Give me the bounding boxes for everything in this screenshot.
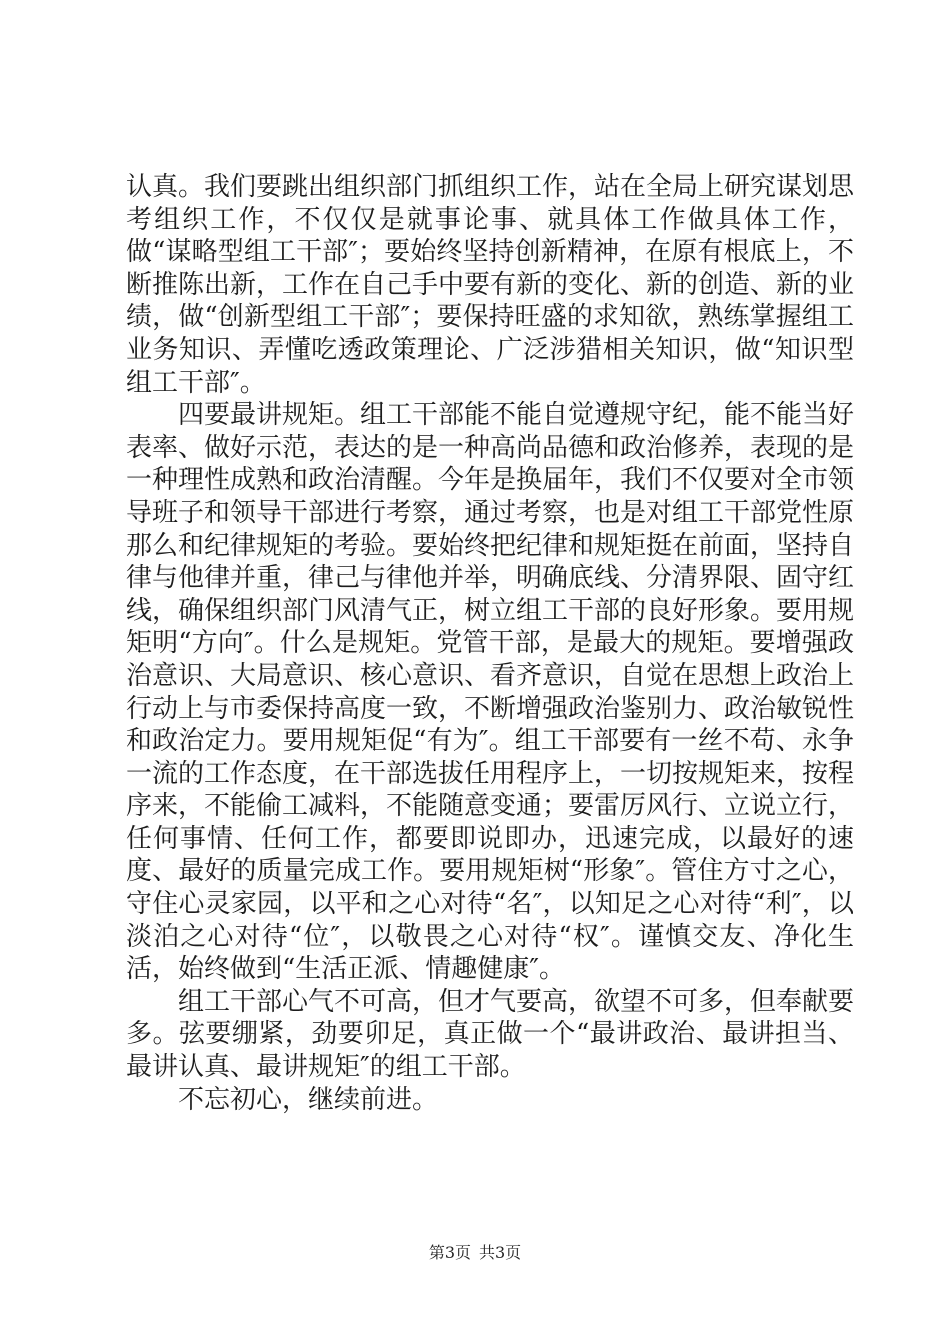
page-number-current: 第3页 (428, 1243, 471, 1262)
paragraph-1: 认真。我们要跳出组织部门抓组织工作，站在全局上研究谋划思考组织工作，不仅仅是就事论事、就具体工作做具体工作，做“谋略型组工干部″；要始终坚持创新精神，在原有根底上，不断推陈出新，工作在自己手中要有新的变化、新的创造、新的业绩，做“创新型组工干部″；要保持旺盛的求知欲，熟练掌握组工业务知识、弄懂吃透政策理论、广泛涉猎相关知识，做“知识型组工干部″。 (126, 172, 855, 398)
paragraph-3: 组工干部心气不可高，但才气要高，欲望不可多，但奉献要多。弦要绷紧，劲要卯足，真正做一个“最讲政治、最讲担当、最讲认真、最讲规矩″的组工干部。 (126, 986, 855, 1083)
page-number-total: 共3页 (479, 1243, 522, 1262)
document-body (126, 171, 854, 1116)
paragraph-2: 四要最讲规矩。组工干部能不能自觉遵规守纪，能不能当好表率、做好示范，表达的是一种高尚品德和政治修养，表现的是一种理性成熟和政治清醒。今年是换届年，我们不仅要对全市领导班子和领导干部进行考察，通过考察，也是对组工干部党性原那么和纪律规矩的考验。要始终把纪律和规矩挺在前面，坚持自律与他律并重，律己与律他并举，明确底线、分清界限、固守红线，确保组织部门风清气正，树立组工干部的良好形象。要用规矩明“方向″。什么是规矩。党管干部，是最大的规矩。要增强政治意识、大局意识、核心意识、看齐意识，自觉在思想上政治上行动上与市委保持高度一致，不断增强政治鉴别力、政治敏锐性和政治定力。要用规矩促“有为″。组工干部要有一丝不苟、永争一流的工作态度，在干部选拔任用程序上，一切按规矩来，按程序来，不能偷工减料，不能随意变通；要雷厉风行、立说立行，任何事情、任何工作，都要即说即办，迅速完成，以最好的速度、最好的质量完成工作。要用规矩树“形象″。管住方寸之心，守住心灵家园，以平和之心对待“名″，以知足之心对待“利″，以淡泊之心对待“位″，以敬畏之心对待“权″。谨慎交友、净化生活，始终做到“生活正派、情趣健康″。 (126, 400, 855, 985)
paragraph-4: 不忘初心，继续前进。 (178, 1084, 439, 1115)
page-footer (0, 1243, 950, 1263)
